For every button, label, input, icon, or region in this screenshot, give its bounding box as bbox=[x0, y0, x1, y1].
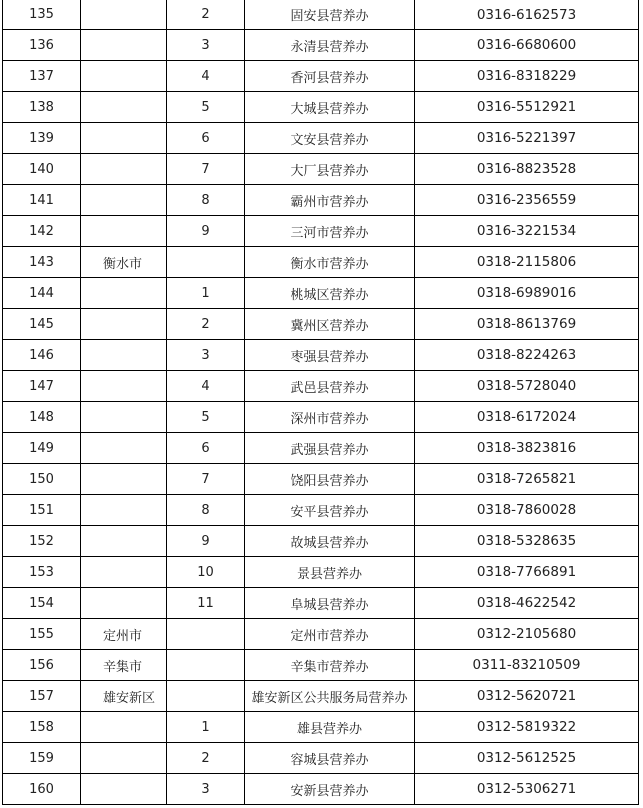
table-body bbox=[3, 0, 639, 805]
row-number-cell: 146 bbox=[3, 340, 81, 371]
city-cell bbox=[81, 216, 167, 247]
city-cell bbox=[81, 743, 167, 774]
table-row bbox=[3, 278, 639, 309]
sub-number-cell: 8 bbox=[167, 185, 245, 216]
table-row bbox=[3, 526, 639, 557]
row-number-cell: 159 bbox=[3, 743, 81, 774]
phone-cell: 0312-5620721 bbox=[415, 681, 639, 712]
phone-cell: 0318-8224263 bbox=[415, 340, 639, 371]
row-number-cell: 138 bbox=[3, 92, 81, 123]
sub-number-cell: 4 bbox=[167, 371, 245, 402]
phone-cell: 0312-5612525 bbox=[415, 743, 639, 774]
row-number-cell: 147 bbox=[3, 371, 81, 402]
phone-cell: 0316-8823528 bbox=[415, 154, 639, 185]
sub-number-cell: 2 bbox=[167, 0, 245, 30]
table-row bbox=[3, 712, 639, 743]
office-name-cell: 三河市营养办 bbox=[245, 216, 415, 247]
office-name-cell: 故城县营养办 bbox=[245, 526, 415, 557]
sub-number-cell: 9 bbox=[167, 216, 245, 247]
city-cell bbox=[81, 712, 167, 743]
table-row bbox=[3, 650, 639, 681]
city-cell bbox=[81, 774, 167, 805]
city-cell bbox=[81, 154, 167, 185]
sub-number-cell: 3 bbox=[167, 30, 245, 61]
city-cell bbox=[81, 371, 167, 402]
city-cell bbox=[81, 185, 167, 216]
phone-cell: 0318-7860028 bbox=[415, 495, 639, 526]
office-name-cell: 武强县营养办 bbox=[245, 433, 415, 464]
city-cell bbox=[81, 123, 167, 154]
phone-cell: 0316-3221534 bbox=[415, 216, 639, 247]
phone-cell: 0316-5221397 bbox=[415, 123, 639, 154]
city-cell bbox=[81, 340, 167, 371]
sub-number-cell: 11 bbox=[167, 588, 245, 619]
row-number-cell: 149 bbox=[3, 433, 81, 464]
phone-cell: 0318-5728040 bbox=[415, 371, 639, 402]
sub-number-cell: 1 bbox=[167, 278, 245, 309]
office-name-cell: 安新县营养办 bbox=[245, 774, 415, 805]
phone-cell: 0312-5819322 bbox=[415, 712, 639, 743]
row-number-cell: 136 bbox=[3, 30, 81, 61]
city-cell bbox=[81, 278, 167, 309]
city-cell bbox=[81, 464, 167, 495]
city-cell: 雄安新区 bbox=[81, 681, 167, 712]
phone-cell: 0316-2356559 bbox=[415, 185, 639, 216]
row-number-cell: 160 bbox=[3, 774, 81, 805]
city-cell bbox=[81, 402, 167, 433]
table-row bbox=[3, 216, 639, 247]
phone-cell: 0318-2115806 bbox=[415, 247, 639, 278]
table-row bbox=[3, 185, 639, 216]
phone-cell: 0316-5512921 bbox=[415, 92, 639, 123]
sub-number-cell: 2 bbox=[167, 309, 245, 340]
city-cell bbox=[81, 30, 167, 61]
sub-number-cell: 6 bbox=[167, 123, 245, 154]
phone-cell: 0316-8318229 bbox=[415, 61, 639, 92]
row-number-cell: 135 bbox=[3, 0, 81, 30]
office-name-cell: 冀州区营养办 bbox=[245, 309, 415, 340]
sub-number-cell: 8 bbox=[167, 495, 245, 526]
office-name-cell: 大城县营养办 bbox=[245, 92, 415, 123]
office-name-cell: 定州市营养办 bbox=[245, 619, 415, 650]
sub-number-cell: 7 bbox=[167, 464, 245, 495]
table-row bbox=[3, 0, 639, 30]
office-name-cell: 文安县营养办 bbox=[245, 123, 415, 154]
city-cell bbox=[81, 309, 167, 340]
row-number-cell: 152 bbox=[3, 526, 81, 557]
office-contact-table bbox=[2, 0, 639, 805]
table-row bbox=[3, 92, 639, 123]
phone-cell: 0312-2105680 bbox=[415, 619, 639, 650]
office-name-cell: 雄安新区公共服务局营养办 bbox=[245, 681, 415, 712]
phone-cell: 0318-5328635 bbox=[415, 526, 639, 557]
phone-cell: 0318-6989016 bbox=[415, 278, 639, 309]
phone-cell: 0318-3823816 bbox=[415, 433, 639, 464]
phone-cell: 0318-7265821 bbox=[415, 464, 639, 495]
office-name-cell: 安平县营养办 bbox=[245, 495, 415, 526]
row-number-cell: 142 bbox=[3, 216, 81, 247]
table-row bbox=[3, 743, 639, 774]
sub-number-cell bbox=[167, 619, 245, 650]
row-number-cell: 158 bbox=[3, 712, 81, 743]
sub-number-cell: 9 bbox=[167, 526, 245, 557]
office-name-cell: 雄县营养办 bbox=[245, 712, 415, 743]
phone-cell: 0318-8613769 bbox=[415, 309, 639, 340]
phone-cell: 0316-6162573 bbox=[415, 0, 639, 30]
office-name-cell: 武邑县营养办 bbox=[245, 371, 415, 402]
sub-number-cell: 6 bbox=[167, 433, 245, 464]
office-name-cell: 阜城县营养办 bbox=[245, 588, 415, 619]
office-name-cell: 衡水市营养办 bbox=[245, 247, 415, 278]
office-name-cell: 固安县营养办 bbox=[245, 0, 415, 30]
table-row bbox=[3, 464, 639, 495]
table-row bbox=[3, 774, 639, 805]
sub-number-cell bbox=[167, 681, 245, 712]
row-number-cell: 154 bbox=[3, 588, 81, 619]
sub-number-cell: 5 bbox=[167, 402, 245, 433]
phone-cell: 0318-4622542 bbox=[415, 588, 639, 619]
row-number-cell: 156 bbox=[3, 650, 81, 681]
phone-cell: 0312-5306271 bbox=[415, 774, 639, 805]
row-number-cell: 150 bbox=[3, 464, 81, 495]
city-cell bbox=[81, 92, 167, 123]
sub-number-cell bbox=[167, 650, 245, 681]
row-number-cell: 151 bbox=[3, 495, 81, 526]
city-cell bbox=[81, 495, 167, 526]
office-name-cell: 深州市营养办 bbox=[245, 402, 415, 433]
row-number-cell: 155 bbox=[3, 619, 81, 650]
table-row bbox=[3, 433, 639, 464]
office-name-cell: 永清县营养办 bbox=[245, 30, 415, 61]
phone-cell: 0311-83210509 bbox=[415, 650, 639, 681]
table-row bbox=[3, 681, 639, 712]
table-row bbox=[3, 123, 639, 154]
table-row bbox=[3, 309, 639, 340]
sub-number-cell: 2 bbox=[167, 743, 245, 774]
office-name-cell: 景县营养办 bbox=[245, 557, 415, 588]
sub-number-cell: 7 bbox=[167, 154, 245, 185]
row-number-cell: 145 bbox=[3, 309, 81, 340]
table-row bbox=[3, 557, 639, 588]
table-row bbox=[3, 588, 639, 619]
office-name-cell: 大厂县营养办 bbox=[245, 154, 415, 185]
city-cell bbox=[81, 433, 167, 464]
table-row bbox=[3, 371, 639, 402]
table-row bbox=[3, 154, 639, 185]
sub-number-cell: 3 bbox=[167, 774, 245, 805]
table-row bbox=[3, 247, 639, 278]
city-cell: 衡水市 bbox=[81, 247, 167, 278]
sub-number-cell: 1 bbox=[167, 712, 245, 743]
office-name-cell: 容城县营养办 bbox=[245, 743, 415, 774]
sub-number-cell: 3 bbox=[167, 340, 245, 371]
sub-number-cell: 5 bbox=[167, 92, 245, 123]
row-number-cell: 153 bbox=[3, 557, 81, 588]
office-name-cell: 霸州市营养办 bbox=[245, 185, 415, 216]
sub-number-cell bbox=[167, 247, 245, 278]
sub-number-cell: 4 bbox=[167, 61, 245, 92]
office-name-cell: 辛集市营养办 bbox=[245, 650, 415, 681]
table-row bbox=[3, 340, 639, 371]
table-row bbox=[3, 30, 639, 61]
city-cell: 定州市 bbox=[81, 619, 167, 650]
table-row bbox=[3, 61, 639, 92]
row-number-cell: 140 bbox=[3, 154, 81, 185]
office-name-cell: 桃城区营养办 bbox=[245, 278, 415, 309]
city-cell: 辛集市 bbox=[81, 650, 167, 681]
sub-number-cell: 10 bbox=[167, 557, 245, 588]
row-number-cell: 137 bbox=[3, 61, 81, 92]
table-row bbox=[3, 495, 639, 526]
row-number-cell: 157 bbox=[3, 681, 81, 712]
row-number-cell: 139 bbox=[3, 123, 81, 154]
row-number-cell: 141 bbox=[3, 185, 81, 216]
city-cell bbox=[81, 588, 167, 619]
city-cell bbox=[81, 0, 167, 30]
city-cell bbox=[81, 557, 167, 588]
city-cell bbox=[81, 526, 167, 557]
office-name-cell: 枣强县营养办 bbox=[245, 340, 415, 371]
office-name-cell: 饶阳县营养办 bbox=[245, 464, 415, 495]
phone-cell: 0318-7766891 bbox=[415, 557, 639, 588]
table-row bbox=[3, 402, 639, 433]
city-cell bbox=[81, 61, 167, 92]
phone-cell: 0316-6680600 bbox=[415, 30, 639, 61]
office-name-cell: 香河县营养办 bbox=[245, 61, 415, 92]
row-number-cell: 144 bbox=[3, 278, 81, 309]
table-row bbox=[3, 619, 639, 650]
row-number-cell: 148 bbox=[3, 402, 81, 433]
phone-cell: 0318-6172024 bbox=[415, 402, 639, 433]
row-number-cell: 143 bbox=[3, 247, 81, 278]
